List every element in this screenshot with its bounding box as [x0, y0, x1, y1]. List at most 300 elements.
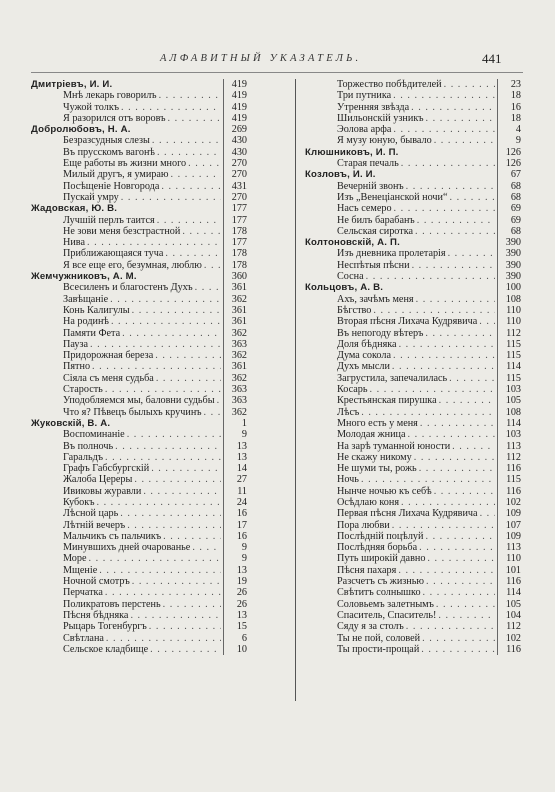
page-ref: 109 [497, 531, 521, 542]
leader-dots [423, 587, 495, 598]
page-ref: 9 [223, 542, 247, 553]
page-ref: 15 [223, 621, 247, 632]
leader-dots [111, 316, 221, 327]
page-ref: 430 [223, 147, 247, 158]
leader-dots [105, 587, 221, 598]
leader-dots [127, 429, 221, 440]
author-entry [31, 271, 247, 282]
work-entry [31, 542, 247, 553]
page-ref: 116 [497, 463, 521, 474]
page-ref: 363 [223, 395, 247, 406]
work-entry [31, 181, 247, 192]
page-ref: 26 [223, 599, 247, 610]
leader-dots [408, 429, 495, 440]
page-ref: 24 [223, 497, 247, 508]
work-entry [305, 102, 521, 113]
leader-dots [425, 531, 495, 542]
page-ref: 108 [497, 294, 521, 305]
leader-dots [152, 135, 221, 146]
work-title: Я музу юную, бывало [337, 135, 432, 147]
leader-dots [422, 633, 495, 644]
page-ref: 362 [223, 294, 247, 305]
leader-dots [439, 395, 495, 406]
page-ref: 360 [223, 271, 247, 282]
page-ref: 112 [497, 328, 521, 339]
page-ref: 101 [497, 565, 521, 576]
leader-dots [406, 621, 495, 632]
leader-dots [438, 610, 495, 621]
work-title: Свѣтитъ солнышко [337, 587, 421, 599]
work-title: Не зови меня безстрастной [63, 225, 181, 237]
leader-dots [120, 508, 221, 519]
index-column-right [305, 79, 521, 655]
work-title: Шильонскій узникъ [337, 112, 424, 124]
author-name: Жадовская, Ю. В. [31, 203, 118, 215]
page-ref: 110 [497, 316, 521, 327]
page-ref: 4 [497, 124, 521, 135]
work-entry [305, 542, 521, 553]
work-title: Соловьемъ залетнымъ [337, 598, 434, 610]
leader-dots [163, 531, 221, 542]
leader-dots [394, 203, 495, 214]
leader-dots [99, 565, 221, 576]
work-entry [305, 531, 521, 542]
work-entry [31, 486, 247, 497]
page-ref: 390 [497, 237, 521, 248]
work-entry [305, 633, 521, 644]
leader-dots [444, 79, 495, 90]
work-title: Кубокъ [63, 496, 95, 508]
leader-dots [479, 316, 495, 327]
work-title: Доля бѣдняка [337, 338, 397, 350]
leader-dots [450, 192, 495, 203]
work-entry [305, 316, 521, 327]
work-entry [31, 282, 247, 293]
work-entry [305, 644, 521, 655]
page-ref: 115 [497, 339, 521, 350]
work-title: Лѣсъ [337, 406, 360, 418]
leader-dots [392, 361, 495, 372]
work-entry [305, 565, 521, 576]
page-ref: 178 [223, 248, 247, 259]
leader-dots [171, 169, 221, 180]
leader-dots [149, 621, 221, 632]
work-title: Ночной смотръ [63, 576, 130, 588]
work-title: На зарѣ туманной юности [337, 440, 451, 452]
leader-dots [89, 553, 221, 564]
leader-dots [419, 542, 495, 553]
leader-dots [157, 215, 221, 226]
page-ref: 419 [223, 79, 247, 90]
work-title: Старость [63, 384, 103, 396]
page-ref: 6 [223, 633, 247, 644]
page-ref: 68 [497, 192, 521, 203]
work-entry [31, 215, 247, 226]
leader-dots [121, 192, 221, 203]
page-ref: 177 [223, 237, 247, 248]
work-entry [31, 192, 247, 203]
author-name: Кольцовъ, А. В. [305, 282, 384, 294]
leader-dots [122, 328, 221, 339]
work-title: Рыцарь Тогенбургъ [63, 621, 147, 633]
page-ref: 16 [223, 531, 247, 542]
work-entry [31, 474, 247, 485]
work-entry [305, 339, 521, 350]
page-ref: 126 [497, 147, 521, 158]
work-entry [31, 90, 247, 101]
work-title: Лучшій перлъ таится [63, 214, 155, 226]
author-entry [305, 147, 521, 158]
page-ref: 9 [497, 135, 521, 146]
work-entry [31, 102, 247, 113]
page-ref: 362 [223, 407, 247, 418]
page-ref: 112 [497, 452, 521, 463]
work-entry [31, 621, 247, 632]
work-title: Утренняя звѣзда [337, 101, 410, 113]
work-entry [305, 271, 521, 282]
work-title: Пѣсня пахаря [337, 564, 397, 576]
leader-dots [366, 271, 495, 282]
page-header [0, 53, 555, 69]
work-title: Эолова арфа [337, 124, 392, 136]
page-ref: 115 [497, 373, 521, 384]
page-ref: 115 [497, 474, 521, 485]
leader-dots [192, 542, 221, 553]
work-entry [305, 599, 521, 610]
work-title: Спаситель, Спаситель! [337, 609, 437, 621]
work-entry [31, 587, 247, 598]
leader-dots [412, 260, 495, 271]
leader-dots [393, 350, 495, 361]
page-ref: 363 [223, 339, 247, 350]
page-ref: 431 [223, 181, 247, 192]
work-entry [31, 531, 247, 542]
work-title: Пускай умру [63, 191, 119, 203]
page-ref: 112 [497, 621, 521, 632]
work-title: Сельская сиротка [337, 225, 414, 237]
leader-dots [92, 361, 221, 372]
work-title: Что я? Пѣвецъ былыхъ кручинъ [63, 406, 202, 418]
running-title: АЛФАВИТНЫЙ УКАЗАТЕЛЬ. [160, 53, 362, 64]
page-ref: 13 [223, 452, 247, 463]
work-entry [31, 237, 247, 248]
work-title: Пятно [63, 361, 91, 373]
page-ref: 361 [223, 305, 247, 316]
leader-dots [134, 474, 221, 485]
work-title: Изъ „Венеціанской ночи“ [337, 191, 448, 203]
page-ref: 18 [497, 90, 521, 101]
work-entry [31, 395, 247, 406]
leader-dots [163, 599, 221, 610]
work-entry [305, 79, 521, 90]
work-title: Старая печаль [337, 158, 399, 170]
leader-dots [406, 181, 495, 192]
work-entry [31, 305, 247, 316]
work-title: Мщеніе [63, 564, 98, 576]
work-title: Я разорился отъ воровъ [63, 112, 166, 124]
leader-dots [165, 248, 221, 259]
leader-dots [434, 135, 495, 146]
leader-dots [204, 407, 221, 418]
leader-dots [110, 294, 221, 305]
page-ref: 27 [223, 474, 247, 485]
page-ref: 269 [223, 124, 247, 135]
work-title: Море [63, 553, 87, 565]
work-title: Жалоба Цереры [63, 474, 133, 486]
work-title: Ивиковы журавли [63, 485, 142, 497]
work-entry [305, 621, 521, 632]
page-number: 441 [482, 51, 502, 66]
work-entry [305, 463, 521, 474]
work-title: Нынче ночью къ себѣ [337, 485, 432, 497]
page-ref: 114 [497, 418, 521, 429]
work-title: Духъ мысли [337, 361, 390, 373]
work-title: Сосна [337, 271, 364, 283]
leader-dots [416, 294, 495, 305]
work-title: Ты прости-прощай [337, 643, 420, 655]
leader-dots [204, 260, 221, 271]
work-entry [31, 169, 247, 180]
leader-dots [417, 215, 495, 226]
work-title: Сяду я за столъ [337, 621, 404, 633]
author-name: Колтоновскій, А. П. [305, 237, 400, 249]
work-entry [305, 226, 521, 237]
work-entry [305, 135, 521, 146]
page-ref: 362 [223, 350, 247, 361]
work-entry [305, 260, 521, 271]
work-title: Вечерній звонъ [337, 180, 404, 192]
leader-dots [449, 373, 495, 384]
work-entry [31, 497, 247, 508]
work-title: Послѣдняя борьба [337, 542, 418, 554]
work-entry [31, 576, 247, 587]
page-ref: 23 [497, 79, 521, 90]
work-entry [305, 113, 521, 124]
leader-dots [419, 463, 495, 474]
page-ref: 13 [223, 610, 247, 621]
work-entry [305, 305, 521, 316]
leader-dots [115, 441, 221, 452]
leader-dots [217, 395, 221, 406]
leader-dots [392, 520, 495, 531]
author-name: Жемчужниковъ, А. М. [31, 271, 137, 283]
work-entry [31, 452, 247, 463]
work-entry [31, 599, 247, 610]
page-ref: 16 [223, 508, 247, 519]
work-entry [31, 339, 247, 350]
page-ref: 1 [223, 418, 247, 429]
leader-dots [434, 486, 495, 497]
leader-dots [155, 350, 221, 361]
work-entry [31, 328, 247, 339]
work-entry [305, 124, 521, 135]
work-entry [31, 429, 247, 440]
leader-dots [426, 576, 495, 587]
header-rule [31, 72, 523, 73]
work-entry [305, 361, 521, 372]
page-ref: 362 [223, 328, 247, 339]
work-entry [305, 203, 521, 214]
work-title: Первая пѣсня Лихача Кудрявича [337, 508, 478, 520]
work-entry [31, 350, 247, 361]
work-entry [305, 248, 521, 259]
work-entry [305, 610, 521, 621]
work-entry [305, 181, 521, 192]
work-title: Насъ семеро [337, 203, 392, 215]
work-title: Ночь [337, 474, 359, 486]
work-entry [305, 587, 521, 598]
page-ref: 68 [497, 181, 521, 192]
work-title: Мальчикъ съ пальчикъ [63, 530, 162, 542]
leader-dots [452, 441, 495, 452]
page-ref: 390 [497, 260, 521, 271]
work-entry [31, 135, 247, 146]
leader-dots [361, 407, 495, 418]
page-ref: 10 [223, 644, 247, 655]
work-title: Уподобляемся мы, баловни судьбы [63, 395, 215, 407]
work-entry [305, 192, 521, 203]
work-entry [305, 384, 521, 395]
work-title: Ты не пой, соловей [337, 632, 421, 644]
leader-dots [401, 158, 495, 169]
work-title: Конь Калигулы [63, 304, 130, 316]
work-title: Осѣдлаю коня [337, 496, 400, 508]
work-entry [31, 508, 247, 519]
work-title: Молодая жница [337, 429, 406, 441]
work-entry [305, 486, 521, 497]
page-ref: 108 [497, 407, 521, 418]
leader-dots [90, 339, 221, 350]
page-ref: 126 [497, 158, 521, 169]
work-title: Нива [63, 237, 86, 249]
leader-dots [188, 158, 221, 169]
page-ref: 361 [223, 316, 247, 327]
work-entry [31, 520, 247, 531]
work-title: Много есть у меня [337, 417, 418, 429]
page-ref: 16 [497, 102, 521, 113]
page-ref: 270 [223, 192, 247, 203]
work-entry [31, 294, 247, 305]
work-title: Свѣтлана [63, 632, 104, 644]
page-ref: 178 [223, 226, 247, 237]
leader-dots [182, 226, 221, 237]
leader-dots [427, 553, 495, 564]
page-ref: 68 [497, 226, 521, 237]
work-title: Пора любви [337, 519, 390, 531]
work-title: Перчатка [63, 587, 103, 599]
work-title: Три путника [337, 90, 392, 102]
leader-dots [401, 497, 495, 508]
work-title: Сіяла съ меня судьба [63, 372, 154, 384]
work-title: Неспѣтыя пѣсни [337, 259, 410, 271]
work-entry [305, 350, 521, 361]
page-ref: 102 [497, 497, 521, 508]
work-entry [305, 429, 521, 440]
page-ref: 103 [497, 429, 521, 440]
leader-dots [195, 282, 221, 293]
work-title: Не скажу никому [337, 451, 412, 463]
work-title: Посѣщеніе Новгорода [63, 180, 160, 192]
leader-dots [161, 181, 221, 192]
work-title: Милый другъ, я умираю [63, 169, 169, 181]
page-ref: 9 [223, 553, 247, 564]
work-title: Пѣсня бѣдняка [63, 609, 129, 621]
leader-dots [127, 520, 221, 531]
work-entry [31, 260, 247, 271]
leader-dots [143, 486, 221, 497]
page-ref: 11 [223, 486, 247, 497]
work-entry [31, 316, 247, 327]
leader-dots [436, 599, 495, 610]
author-entry [305, 282, 521, 293]
author-entry [305, 237, 521, 248]
page-ref: 270 [223, 158, 247, 169]
page-ref: 362 [223, 373, 247, 384]
work-entry [305, 158, 521, 169]
page-ref: 17 [223, 520, 247, 531]
page-ref: 67 [497, 169, 521, 180]
work-title: Завѣщаніе [63, 293, 109, 305]
leader-dots [421, 644, 495, 655]
leader-dots [426, 113, 495, 124]
work-entry [305, 452, 521, 463]
page-ref: 103 [497, 384, 521, 395]
leader-dots [132, 305, 221, 316]
leader-dots [157, 147, 221, 158]
leader-dots [105, 452, 221, 463]
work-entry [31, 361, 247, 372]
page-ref: 13 [223, 441, 247, 452]
leader-dots [150, 644, 221, 655]
work-title: Не шуми ты, рожь [337, 463, 417, 475]
leader-dots [399, 339, 495, 350]
work-title: Загрустила, запечалилась [337, 372, 448, 384]
work-entry [31, 248, 247, 259]
column-divider [295, 79, 296, 701]
work-entry [31, 463, 247, 474]
page-ref: 102 [497, 633, 521, 644]
leader-dots [393, 90, 495, 101]
page-ref: 363 [223, 384, 247, 395]
page-ref: 110 [497, 305, 521, 316]
work-entry [305, 407, 521, 418]
work-title: Изъ дневника пролетарія [337, 248, 446, 260]
work-entry [305, 553, 521, 564]
author-name: Жуковскій, В. А. [31, 417, 111, 429]
leader-dots [87, 237, 221, 248]
page-ref: 430 [223, 135, 247, 146]
leader-dots [370, 384, 495, 395]
work-title: Крестьянская пирушка [337, 395, 437, 407]
page-ref: 390 [497, 271, 521, 282]
page-ref: 107 [497, 520, 521, 531]
work-title: Воспоминаніе [63, 429, 125, 441]
work-title: Косарь [337, 384, 368, 396]
page-ref: 419 [223, 102, 247, 113]
work-entry [31, 384, 247, 395]
page-ref: 419 [223, 90, 247, 101]
work-title: Придорожная береза [63, 350, 154, 362]
work-title: Всесиленъ и благостенъ Духъ [63, 282, 193, 294]
leader-dots [361, 474, 495, 485]
leader-dots [105, 384, 221, 395]
leader-dots [121, 102, 221, 113]
work-title: Еще работы въ жизни много [63, 158, 187, 170]
author-name: Добролюбовъ, Н. А. [31, 124, 131, 136]
work-title: Вторая пѣсня Лихача Кудрявича [337, 316, 478, 328]
page-ref: 114 [497, 587, 521, 598]
page-ref: 419 [223, 113, 247, 124]
